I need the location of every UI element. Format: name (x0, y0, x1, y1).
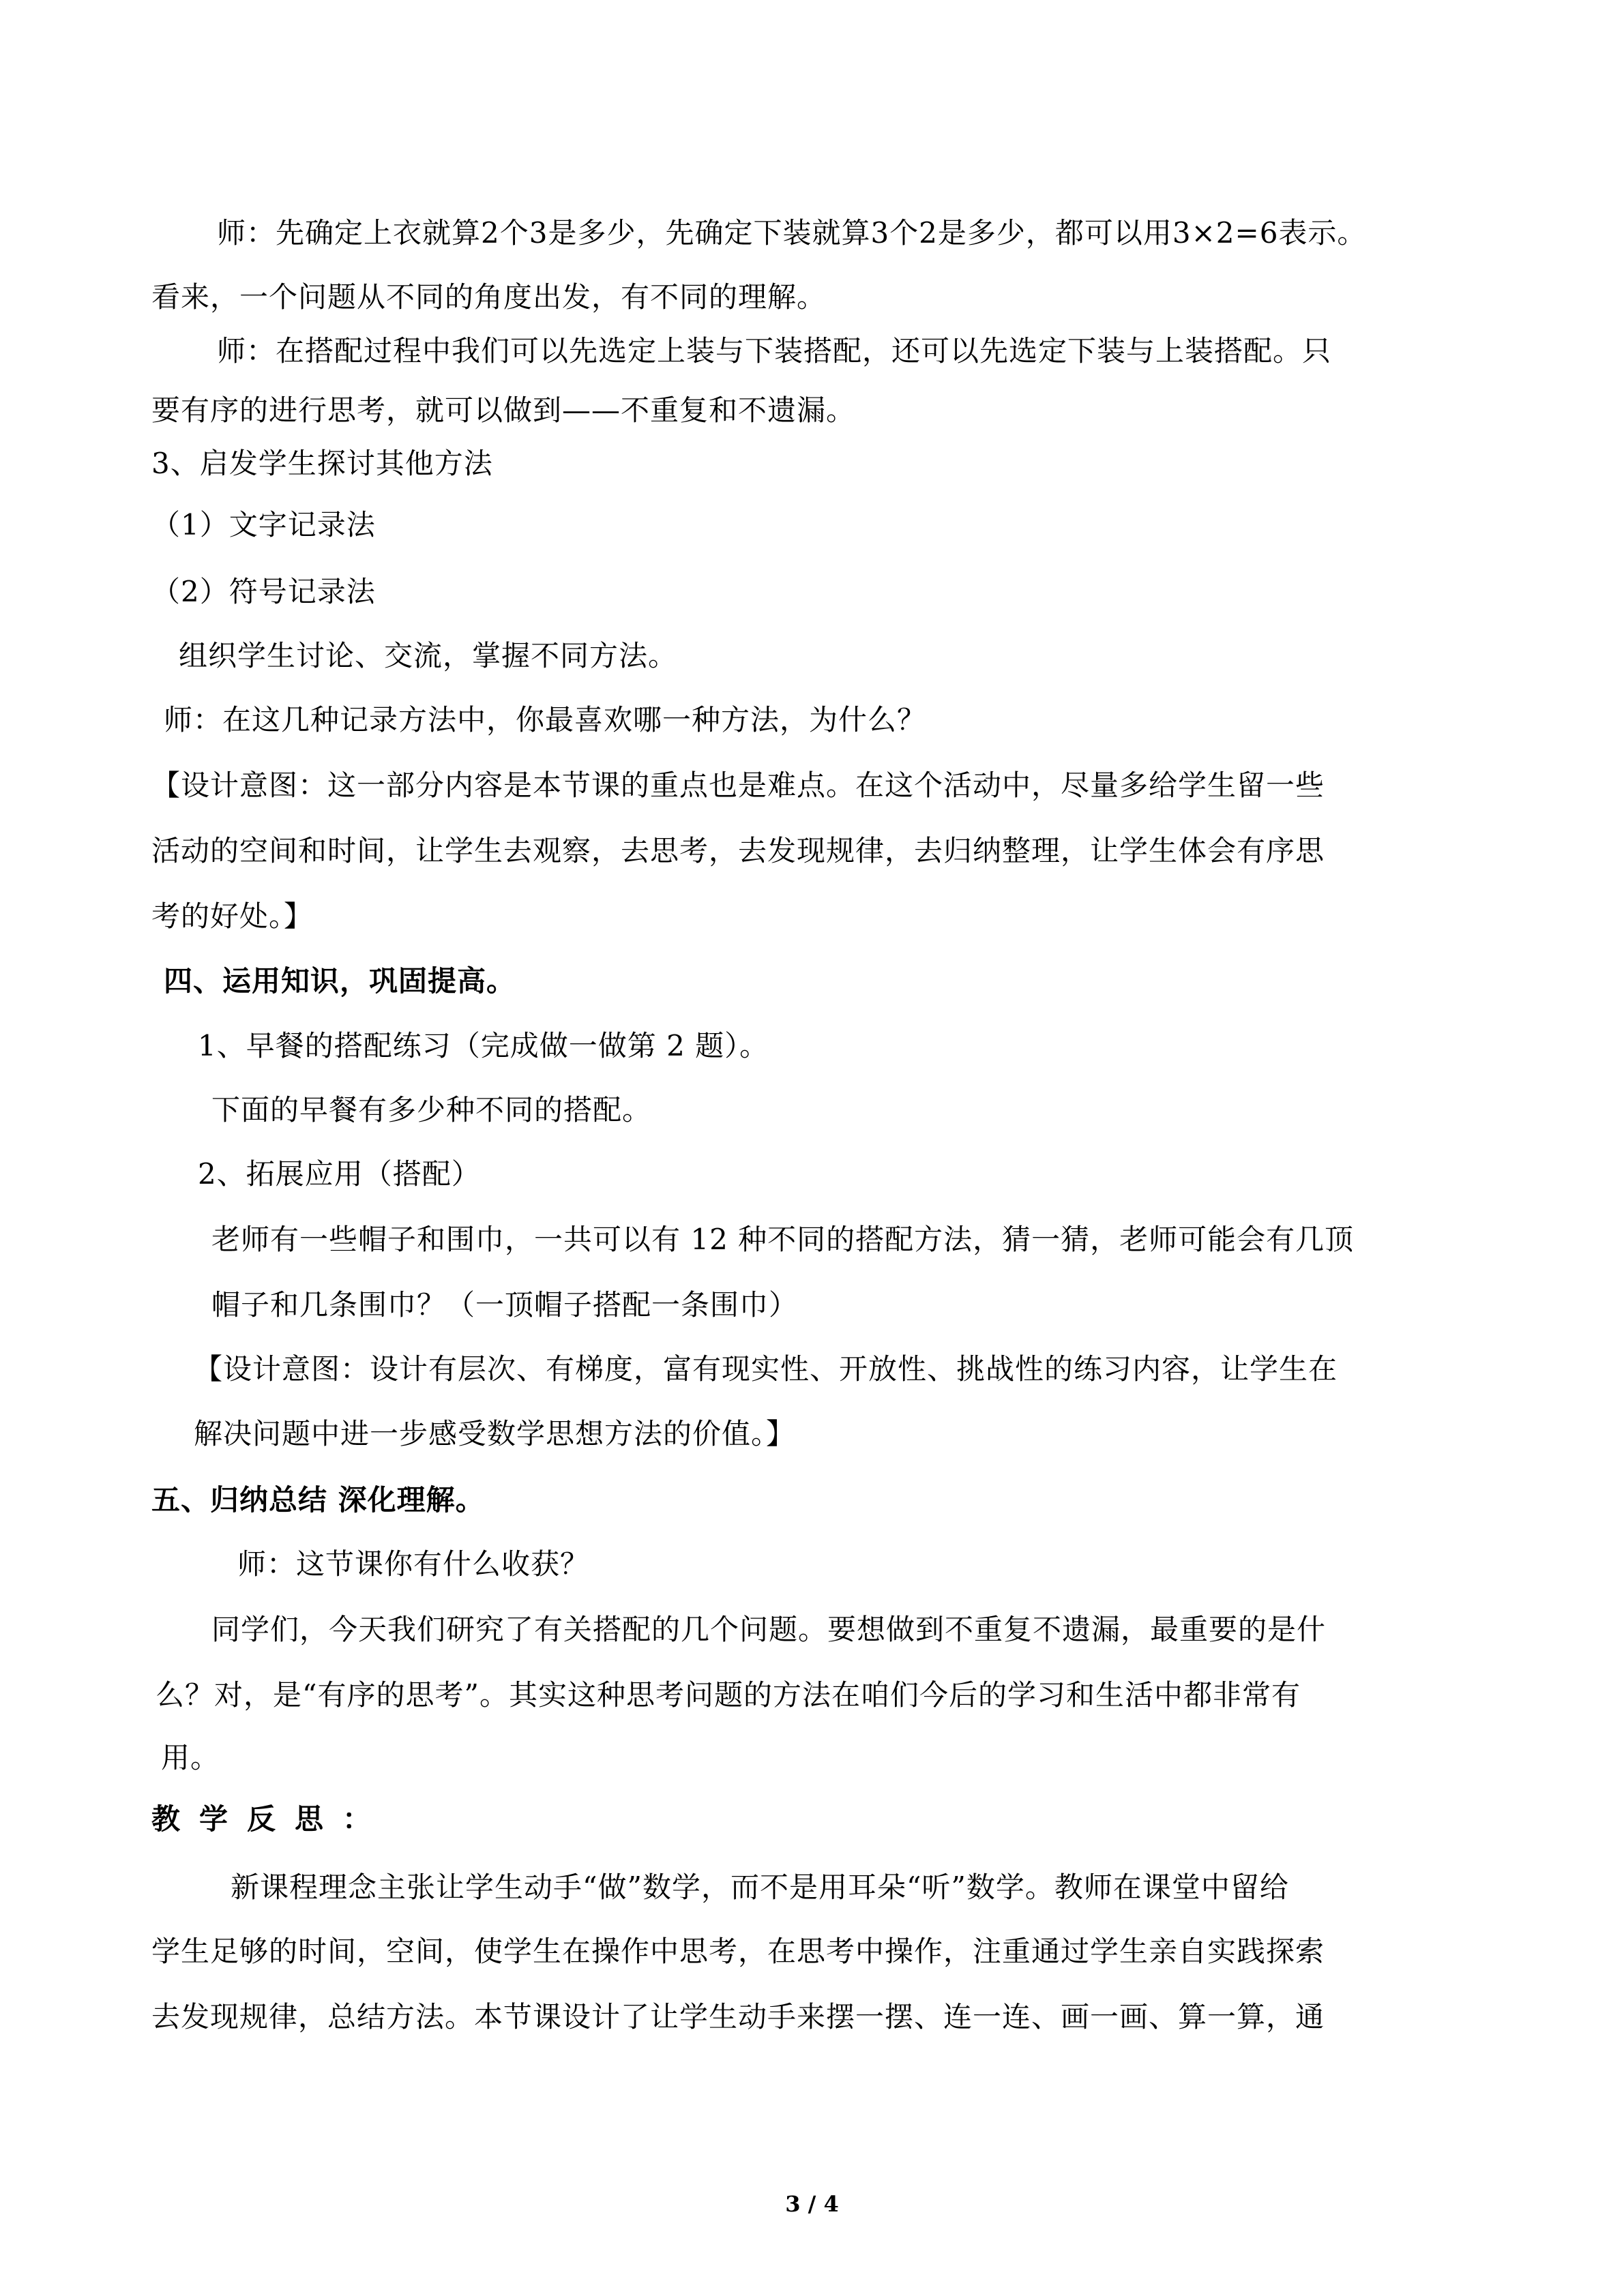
section-heading-4: 四、运用知识，巩固提高。 (164, 964, 516, 998)
section-heading-5: 五、归纳总结 深化理解。 (151, 1483, 485, 1517)
text-line-1: 师：先确定上衣就算2个3是多少，先确定下装就算3个2是多少，都可以用3×2=6表示。 (217, 216, 1367, 250)
text-line-19: 【设计意图：设计有层次、有梯度，富有现实性、开放性、挑战性的练习内容，让学生在 (194, 1352, 1338, 1386)
text-line-25: 用。 (161, 1741, 220, 1774)
text-line-5: 3、启发学生探讨其他方法 (151, 447, 493, 480)
text-line-3: 师：在搭配过程中我们可以先选定上装与下装搭配，还可以先选定下装与上装搭配。只 (217, 334, 1332, 368)
text-line-7: （2）符号记录法 (151, 575, 376, 608)
text-line-8: 组织学生讨论、交流，掌握不同方法。 (179, 639, 678, 672)
text-line-9: 师：在这几种记录方法中，你最喜欢哪一种方法，为什么？ (164, 703, 927, 736)
text-line-28: 学生足够的时间，空间，使学生在操作中思考，在思考中操作，注重通过学生亲自实践探索 (151, 1935, 1325, 1968)
text-line-2: 看来，一个问题从不同的角度出发，有不同的理解。 (151, 280, 827, 314)
text-line-20: 解决问题中进一步感受数学思想方法的价值。】 (194, 1417, 796, 1450)
text-line-24: 么？对，是“有序的思考”。其实这种思考问题的方法在咱们今后的学习和生活中都非常有 (156, 1678, 1301, 1712)
text-line-6: （1）文字记录法 (151, 508, 376, 541)
text-line-16: 2、拓展应用（搭配） (198, 1157, 481, 1191)
text-line-15: 下面的早餐有多少种不同的搭配。 (211, 1093, 652, 1127)
text-line-27: 新课程理念主张让学生动手“做”数学，而不是用耳朵“听”数学。教师在课堂中留给 (231, 1870, 1289, 1904)
text-line-29: 去发现规律，总结方法。本节课设计了让学生动手来摆一摆、连一连、画一画、算一算，通 (151, 2000, 1325, 2033)
reflection-heading: 教学反思： (151, 1802, 391, 1836)
text-line-11: 活动的空间和时间，让学生去观察，去思考，去发现规律，去归纳整理，让学生体会有序思 (151, 834, 1325, 867)
text-line-4: 要有序的进行思考，就可以做到——不重复和不遗漏。 (151, 393, 856, 427)
text-line-10: 【设计意图：这一部分内容是本节课的重点也是难点。在这个活动中，尽量多给学生留一些 (151, 769, 1325, 802)
text-line-18: 帽子和几条围巾？（一顶帽子搭配一条围巾） (211, 1288, 799, 1322)
text-line-22: 师：这节课你有什么收获？ (237, 1547, 590, 1581)
text-line-23: 同学们，今天我们研究了有关搭配的几个问题。要想做到不重复不遗漏，最重要的是什 (211, 1613, 1327, 1646)
page-number: 3 / 4 (785, 2191, 839, 2217)
text-line-14: 1、早餐的搭配练习（完成做一做第 2 题）。 (198, 1029, 769, 1062)
text-line-17: 老师有一些帽子和围巾，一共可以有 12 种不同的搭配方法，猜一猜，老师可能会有几顶 (211, 1223, 1355, 1256)
text-line-12: 考的好处。】 (151, 899, 314, 933)
